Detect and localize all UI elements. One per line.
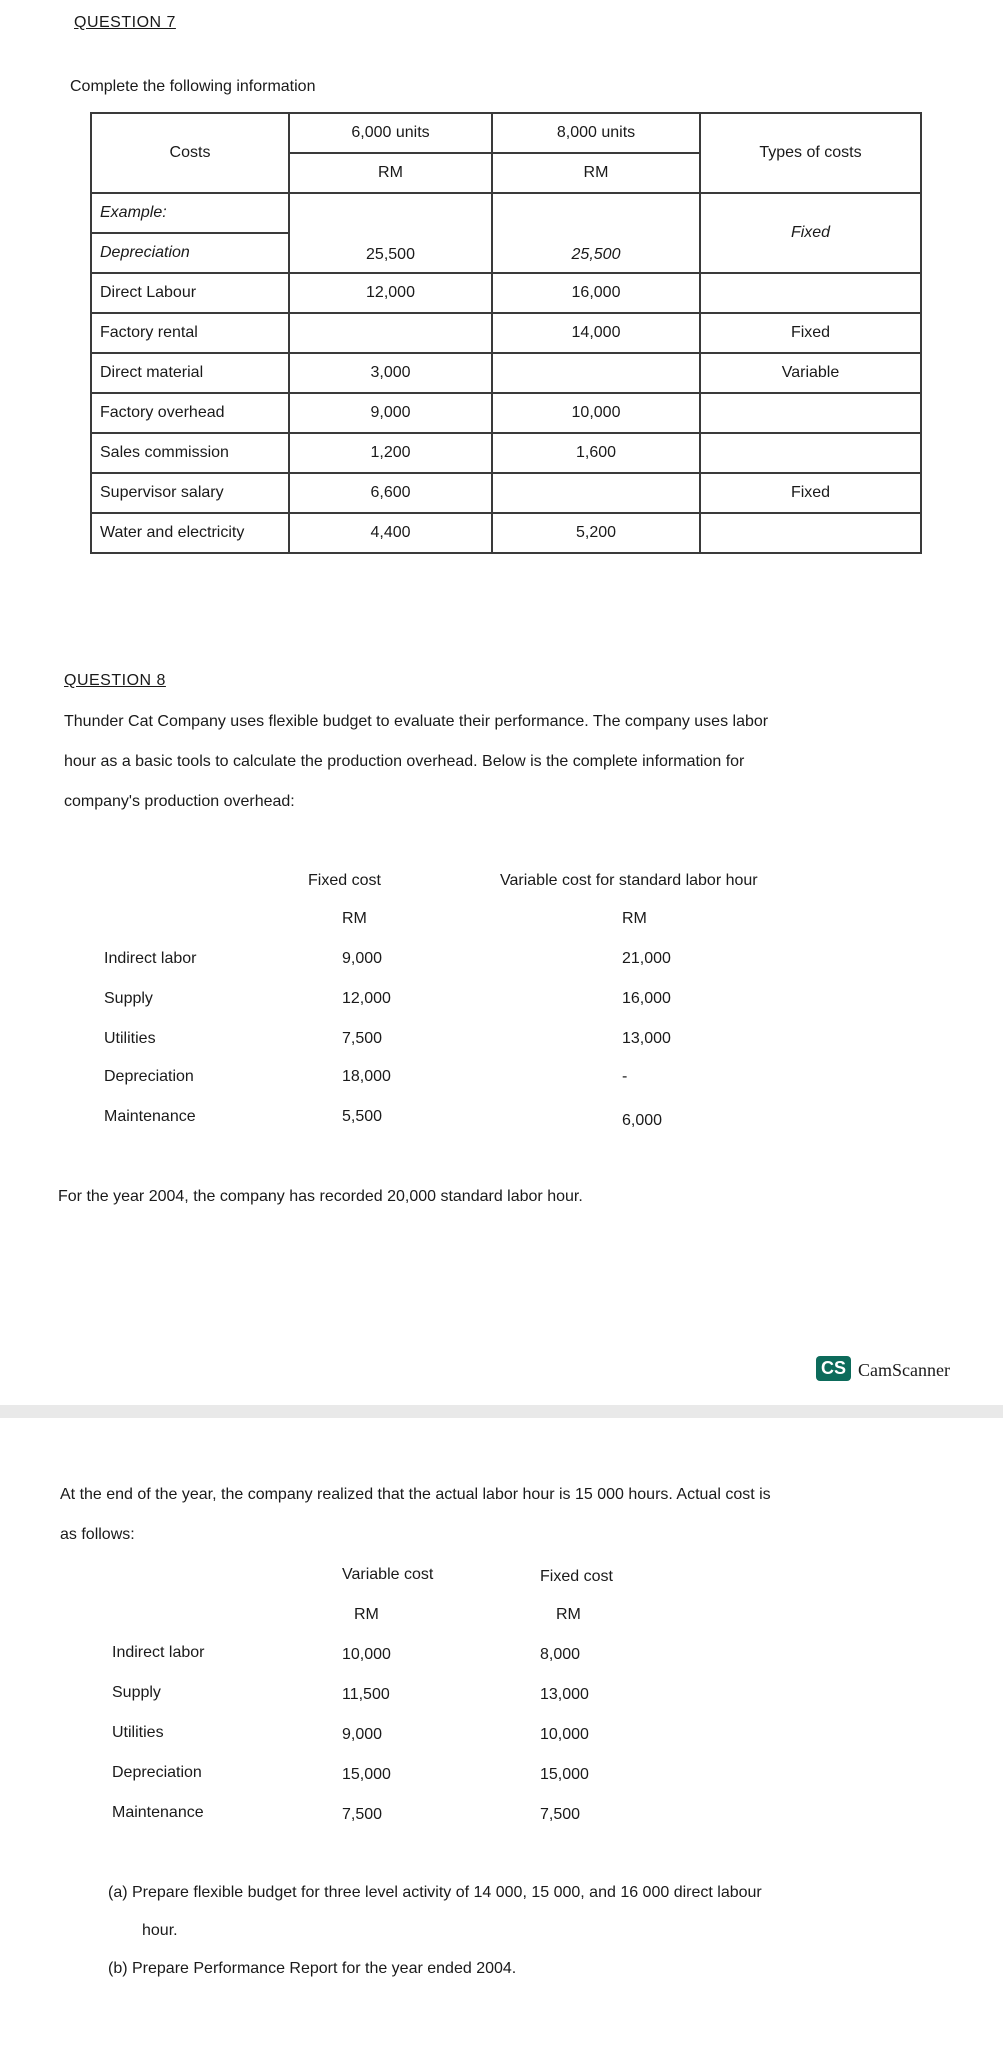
header-8000-units: 8,000 units [492,113,700,153]
cell-type: Fixed [700,313,921,353]
t1-row-label: Maintenance [104,1108,196,1125]
cell-8000: 16,000 [492,273,700,313]
t1-row-variable: 16,000 [622,990,671,1007]
q8-para-line: company's production overhead: [64,793,295,810]
q7-instruction: Complete the following information [70,78,316,95]
t1-row-fixed: 12,000 [342,990,391,1007]
cell-6000: 4,400 [289,513,492,553]
t1-row-fixed: 18,000 [342,1068,391,1085]
cell-8000: 10,000 [492,393,700,433]
q8-year-note: For the year 2004, the company has recorded 20,000 standard labor hour. [58,1188,583,1205]
task-a: (a) Prepare flexible budget for three level activity of 14 000, 15 000, and 16 000 direct labour [108,1884,762,1901]
actual-line: as follows: [60,1526,135,1543]
t2-row-variable: 10,000 [342,1646,391,1663]
t2-row-label: Utilities [112,1724,164,1741]
t2-row-label: Indirect labor [112,1644,205,1661]
t2-row-fixed: 15,000 [540,1766,589,1783]
cell-type: Fixed [700,193,921,273]
t2-row-fixed: 10,000 [540,1726,589,1743]
t1-unit-variable: RM [622,910,647,927]
row-label: Factory rental [91,313,289,353]
cell-8000 [492,473,700,513]
cell-type [700,513,921,553]
cell-8000 [492,353,700,393]
t1-row-label: Utilities [104,1030,156,1047]
t2-row-fixed: 8,000 [540,1646,581,1663]
t1-row-fixed: 7,500 [342,1030,383,1047]
cell-8000: 1,600 [492,433,700,473]
header-costs: Costs [91,113,289,193]
t2-row-fixed: 7,500 [540,1806,581,1823]
q7-title: QUESTION 7 [74,14,176,31]
row-label: Example: [91,193,289,233]
q8-para-line: Thunder Cat Company uses flexible budget to evaluate their performance. The company uses labor [64,713,769,730]
t2-unit-fixed: RM [556,1606,581,1623]
cell-8000: 5,200 [492,513,700,553]
row-label: Sales commission [91,433,289,473]
cell-type: Fixed [700,473,921,513]
t2-row-label: Maintenance [112,1804,204,1821]
t2-unit-variable: RM [354,1606,379,1623]
cell-type [700,433,921,473]
task-a-cont: hour. [142,1922,178,1939]
t1-row-variable: 13,000 [622,1030,671,1047]
cell-type: Variable [700,353,921,393]
t1-row-fixed: 5,500 [342,1108,383,1125]
row-label: Water and electricity [91,513,289,553]
cell-8000: 25,500 [492,193,700,273]
t2-col-fixed: Fixed cost [540,1568,613,1585]
camscanner-logo-text: CamScanner [858,1360,950,1380]
cell-type [700,393,921,433]
q8-title: QUESTION 8 [64,672,166,689]
task-b: (b) Prepare Performance Report for the year ended 2004. [108,1960,517,1977]
cell-6000: 6,600 [289,473,492,513]
t2-row-variable: 15,000 [342,1766,391,1783]
header-rm-8000: RM [492,153,700,193]
cell-6000: 3,000 [289,353,492,393]
q8-paragraph [64,702,964,822]
actual-line: At the end of the year, the company realized that the actual labor hour is 15 000 hours. Actual cost is [60,1486,771,1503]
cell-type [700,273,921,313]
q8-para-line: hour as a basic tools to calculate the production overhead. Below is the complete information for [64,753,745,770]
t1-row-variable: 21,000 [622,950,671,967]
t2-row-fixed: 13,000 [540,1686,589,1703]
page-2 [0,1418,1003,2054]
t1-row-label: Supply [104,990,153,1007]
t2-row-variable: 7,500 [342,1806,383,1823]
camscanner-logo-badge: CS [816,1356,851,1381]
cell-6000 [289,313,492,353]
row-label: Direct material [91,353,289,393]
cell-6000: 25,500 [289,193,492,273]
t2-row-variable: 11,500 [342,1686,390,1703]
row-label: Direct Labour [91,273,289,313]
cell-6000: 9,000 [289,393,492,433]
t1-row-variable: 6,000 [622,1112,663,1129]
t1-row-label: Indirect labor [104,950,197,967]
t1-col-variable: Variable cost for standard labor hour [500,872,758,889]
t2-row-variable: 9,000 [342,1726,383,1743]
cell-6000: 1,200 [289,433,492,473]
t1-col-fixed: Fixed cost [308,872,381,889]
header-rm-6000: RM [289,153,492,193]
header-types-of-costs: Types of costs [700,113,921,193]
q7-cost-table [90,112,922,554]
header-6000-units: 6,000 units [289,113,492,153]
row-label: Depreciation [91,233,289,273]
t2-row-label: Depreciation [112,1764,202,1781]
cell-6000: 12,000 [289,273,492,313]
t2-col-variable: Variable cost [342,1566,434,1583]
t1-row-variable: - [622,1068,628,1085]
row-label: Supervisor salary [91,473,289,513]
t2-row-label: Supply [112,1684,161,1701]
t1-unit-fixed: RM [342,910,367,927]
row-label: Factory overhead [91,393,289,433]
t1-row-fixed: 9,000 [342,950,383,967]
cell-8000: 14,000 [492,313,700,353]
t1-row-label: Depreciation [104,1068,194,1085]
